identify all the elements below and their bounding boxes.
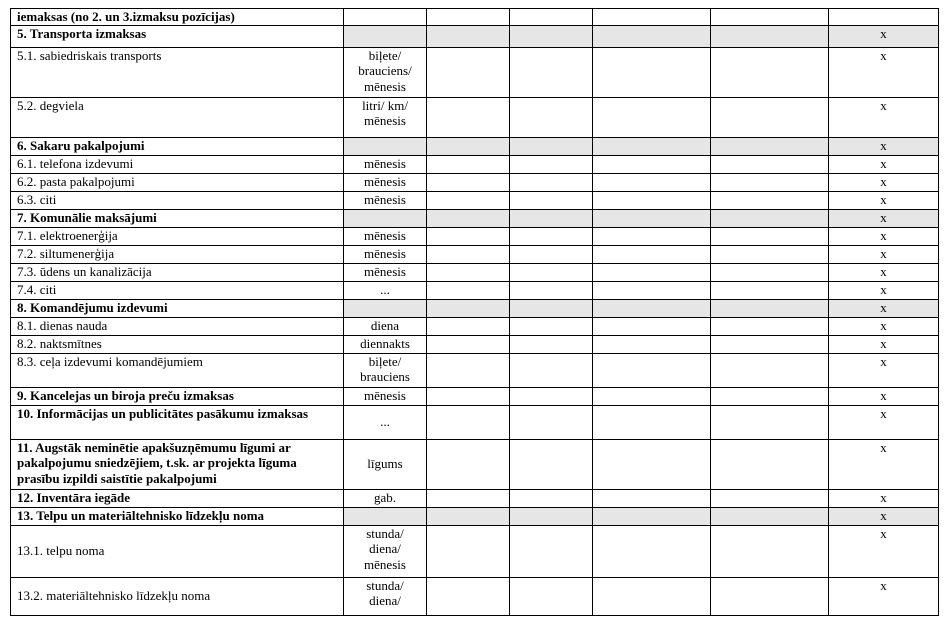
unit-cell — [344, 173, 427, 191]
mark-cell: x — [829, 263, 939, 281]
row-label: 6.2. pasta pakalpojumi — [11, 173, 344, 191]
value-cell[interactable] — [711, 245, 829, 263]
table-row — [11, 155, 939, 173]
table-row — [11, 439, 939, 489]
table-row — [11, 335, 939, 353]
row-label: 6.3. citi — [11, 191, 344, 209]
value-cell[interactable] — [593, 299, 711, 317]
unit-cell — [344, 525, 427, 577]
row-label: 10. Informācijas un publicitātes pasākumu izmaksas — [11, 405, 344, 439]
mark-cell: x — [829, 439, 939, 489]
mark-cell: x — [829, 281, 939, 299]
row-label: 7.2. siltumenerģija — [11, 245, 344, 263]
unit-cell — [344, 25, 427, 47]
unit-cell — [344, 263, 427, 281]
unit-cell — [344, 281, 427, 299]
unit-line: mēnesis — [364, 387, 406, 403]
table-row — [11, 191, 939, 209]
row-label: 5.2. degviela — [11, 97, 344, 137]
value-cell[interactable] — [427, 507, 510, 525]
value-cell[interactable] — [510, 577, 593, 615]
value-cell[interactable] — [510, 317, 593, 335]
mark-cell: x — [829, 525, 939, 577]
value-cell[interactable] — [593, 155, 711, 173]
value-cell[interactable] — [593, 335, 711, 353]
unit-cell — [344, 577, 427, 615]
value-cell[interactable] — [711, 25, 829, 47]
value-cell[interactable] — [711, 191, 829, 209]
row-label: 6.1. telefona izdevumi — [11, 155, 344, 173]
row-label: 5.1. sabiedriskais transports — [11, 47, 344, 97]
value-cell[interactable] — [510, 353, 593, 387]
mark-cell: x — [829, 387, 939, 405]
unit-line: biļete/ — [368, 47, 402, 63]
unit-line: mēnesis — [364, 155, 406, 171]
value-cell[interactable] — [510, 439, 593, 489]
unit-cell — [344, 155, 427, 173]
value-cell[interactable] — [711, 97, 829, 137]
unit-line: stunda/ — [366, 577, 404, 593]
unit-line: mēnesis — [364, 227, 406, 243]
row-label: 7.3. ūdens un kanalizācija — [11, 263, 344, 281]
mark-cell: x — [829, 317, 939, 335]
unit-line: mēnesis — [364, 113, 406, 128]
value-cell[interactable] — [711, 353, 829, 387]
table-row — [11, 281, 939, 299]
value-cell[interactable] — [593, 507, 711, 525]
value-cell[interactable] — [427, 405, 510, 439]
mark-cell: x — [829, 227, 939, 245]
value-cell[interactable] — [593, 525, 711, 577]
value-cell[interactable] — [711, 227, 829, 245]
row-label: 8.3. ceļa izdevumi komandējumiem — [11, 353, 344, 387]
value-cell[interactable] — [427, 335, 510, 353]
value-cell[interactable] — [427, 209, 510, 227]
value-cell[interactable] — [593, 245, 711, 263]
row-label: 13.2. materiāltehnisko līdzekļu noma — [11, 577, 344, 615]
unit-line: diena/ — [369, 593, 401, 608]
unit-line: ... — [380, 281, 390, 297]
row-label: 5. Transporta izmaksas — [11, 25, 344, 47]
unit-line: gab. — [373, 489, 397, 505]
value-cell[interactable] — [593, 137, 711, 155]
unit-line: stunda/ — [366, 525, 404, 541]
value-cell[interactable] — [427, 9, 510, 26]
row-label: 7.4. citi — [11, 281, 344, 299]
value-cell[interactable] — [593, 263, 711, 281]
section-row — [11, 137, 939, 155]
value-cell[interactable] — [711, 263, 829, 281]
value-cell[interactable] — [427, 227, 510, 245]
table-row — [11, 9, 939, 26]
mark-cell: x — [829, 353, 939, 387]
value-cell[interactable] — [593, 25, 711, 47]
row-label: 8.2. naktsmītnes — [11, 335, 344, 353]
mark-cell: x — [829, 209, 939, 227]
row-label: 13.1. telpu noma — [11, 525, 344, 577]
value-cell[interactable] — [427, 47, 510, 97]
value-cell[interactable] — [427, 387, 510, 405]
value-cell[interactable] — [510, 209, 593, 227]
mark-cell: x — [829, 137, 939, 155]
unit-cell — [344, 405, 427, 439]
section-row — [11, 299, 939, 317]
unit-line: līgums — [367, 456, 403, 472]
value-cell[interactable] — [711, 299, 829, 317]
unit-cell — [344, 137, 427, 155]
value-cell[interactable] — [593, 9, 711, 26]
value-cell[interactable] — [427, 299, 510, 317]
value-cell[interactable] — [711, 335, 829, 353]
unit-line: litri/ km/ — [362, 97, 408, 113]
value-cell[interactable] — [510, 263, 593, 281]
unit-cell — [344, 47, 427, 97]
mark-cell: x — [829, 299, 939, 317]
unit-line: diena — [370, 317, 400, 333]
unit-cell — [344, 335, 427, 353]
value-cell[interactable] — [427, 25, 510, 47]
table-row — [11, 387, 939, 405]
unit-line: mēnesis — [364, 173, 406, 189]
unit-line: biļete/ — [368, 353, 402, 369]
unit-cell — [344, 245, 427, 263]
value-cell[interactable] — [711, 155, 829, 173]
value-cell[interactable] — [510, 245, 593, 263]
row-label: 6. Sakaru pakalpojumi — [11, 137, 344, 155]
table-row — [11, 405, 939, 439]
unit-cell — [344, 489, 427, 507]
mark-cell: x — [829, 47, 939, 97]
value-cell[interactable] — [593, 173, 711, 191]
mark-cell: x — [829, 335, 939, 353]
unit-cell — [344, 439, 427, 489]
unit-line: mēnesis — [364, 245, 406, 261]
table-row — [11, 525, 939, 577]
table-row — [11, 263, 939, 281]
value-cell[interactable] — [593, 439, 711, 489]
value-cell[interactable] — [593, 405, 711, 439]
value-cell[interactable] — [711, 317, 829, 335]
section-row — [11, 209, 939, 227]
value-cell[interactable] — [427, 353, 510, 387]
budget-table — [10, 8, 939, 616]
value-cell[interactable] — [711, 281, 829, 299]
table-row — [11, 353, 939, 387]
value-cell[interactable] — [510, 525, 593, 577]
unit-cell — [344, 353, 427, 387]
mark-cell: x — [829, 155, 939, 173]
value-cell[interactable] — [427, 317, 510, 335]
value-cell[interactable] — [593, 387, 711, 405]
section-row — [11, 25, 939, 47]
value-cell[interactable] — [593, 209, 711, 227]
unit-cell — [344, 387, 427, 405]
value-cell[interactable] — [510, 335, 593, 353]
value-cell[interactable] — [593, 191, 711, 209]
row-label: 7. Komunālie maksājumi — [11, 209, 344, 227]
mark-cell: x — [829, 25, 939, 47]
row-label: 12. Inventāra iegāde — [11, 489, 344, 507]
mark-cell — [829, 9, 939, 26]
value-cell[interactable] — [427, 439, 510, 489]
row-label: 9. Kancelejas un biroja preču izmaksas — [11, 387, 344, 405]
value-cell[interactable] — [510, 137, 593, 155]
mark-cell: x — [829, 245, 939, 263]
mark-cell: x — [829, 489, 939, 507]
value-cell[interactable] — [711, 405, 829, 439]
row-label: 13. Telpu un materiāltehnisko līdzekļu noma — [11, 507, 344, 525]
value-cell[interactable] — [427, 263, 510, 281]
value-cell[interactable] — [593, 317, 711, 335]
mark-cell: x — [829, 97, 939, 137]
value-cell[interactable] — [427, 137, 510, 155]
mark-cell: x — [829, 577, 939, 615]
value-cell[interactable] — [510, 191, 593, 209]
mark-cell: x — [829, 507, 939, 525]
table-row — [11, 577, 939, 615]
value-cell[interactable] — [711, 507, 829, 525]
value-cell[interactable] — [711, 9, 829, 26]
unit-cell — [344, 317, 427, 335]
value-cell[interactable] — [593, 281, 711, 299]
unit-line: diena/ — [369, 541, 401, 556]
value-cell[interactable] — [510, 489, 593, 507]
row-label: 8. Komandējumu izdevumi — [11, 299, 344, 317]
unit-line: mēnesis — [364, 191, 406, 207]
unit-cell — [344, 97, 427, 137]
table-row — [11, 173, 939, 191]
row-label: iemaksas (no 2. un 3.izmaksu pozīcijas) — [11, 9, 344, 26]
unit-line: brauciens — [360, 369, 410, 384]
table-row — [11, 97, 939, 137]
value-cell[interactable] — [711, 439, 829, 489]
row-label: 7.1. elektroenerģija — [11, 227, 344, 245]
value-cell[interactable] — [510, 9, 593, 26]
table-row — [11, 489, 939, 507]
unit-line: diennakts — [360, 335, 410, 351]
value-cell[interactable] — [427, 97, 510, 137]
table-row — [11, 47, 939, 97]
unit-line: mēnesis — [364, 78, 406, 94]
value-cell[interactable] — [510, 405, 593, 439]
value-cell[interactable] — [427, 155, 510, 173]
value-cell[interactable] — [510, 47, 593, 97]
value-cell[interactable] — [427, 173, 510, 191]
value-cell[interactable] — [510, 25, 593, 47]
value-cell[interactable] — [593, 577, 711, 615]
value-cell[interactable] — [711, 137, 829, 155]
unit-cell — [344, 507, 427, 525]
value-cell[interactable] — [711, 577, 829, 615]
value-cell[interactable] — [510, 299, 593, 317]
unit-cell — [344, 299, 427, 317]
value-cell[interactable] — [510, 387, 593, 405]
row-label: 8.1. dienas nauda — [11, 317, 344, 335]
value-cell[interactable] — [510, 281, 593, 299]
value-cell[interactable] — [510, 97, 593, 137]
unit-line: ... — [380, 414, 390, 430]
unit-cell — [344, 227, 427, 245]
value-cell[interactable] — [427, 489, 510, 507]
value-cell[interactable] — [427, 281, 510, 299]
value-cell[interactable] — [593, 353, 711, 387]
mark-cell: x — [829, 173, 939, 191]
unit-cell — [344, 191, 427, 209]
mark-cell: x — [829, 191, 939, 209]
value-cell[interactable] — [711, 173, 829, 191]
value-cell[interactable] — [427, 525, 510, 577]
value-cell[interactable] — [510, 507, 593, 525]
value-cell[interactable] — [427, 577, 510, 615]
value-cell[interactable] — [510, 173, 593, 191]
unit-line: mēnesis — [364, 556, 406, 572]
unit-cell — [344, 9, 427, 26]
mark-cell: x — [829, 405, 939, 439]
value-cell[interactable] — [510, 155, 593, 173]
value-cell[interactable] — [427, 191, 510, 209]
row-label: 11. Augstāk neminētie apakšuzņēmumu līgumi ar pakalpojumu sniedzējiem, t.sk. ar projekta līguma prasību izpildi saistītie pakalpojumi — [11, 439, 344, 489]
table-row — [11, 227, 939, 245]
value-cell[interactable] — [711, 489, 829, 507]
value-cell[interactable] — [593, 97, 711, 137]
unit-line: brauciens/ — [358, 63, 412, 78]
section-row — [11, 507, 939, 525]
value-cell[interactable] — [427, 245, 510, 263]
value-cell[interactable] — [711, 209, 829, 227]
value-cell[interactable] — [711, 525, 829, 577]
unit-cell — [344, 209, 427, 227]
unit-line: mēnesis — [364, 263, 406, 279]
value-cell[interactable] — [510, 227, 593, 245]
value-cell[interactable] — [711, 387, 829, 405]
table-row — [11, 245, 939, 263]
value-cell[interactable] — [593, 227, 711, 245]
value-cell[interactable] — [593, 47, 711, 97]
table-row — [11, 317, 939, 335]
value-cell[interactable] — [711, 47, 829, 97]
value-cell[interactable] — [593, 489, 711, 507]
